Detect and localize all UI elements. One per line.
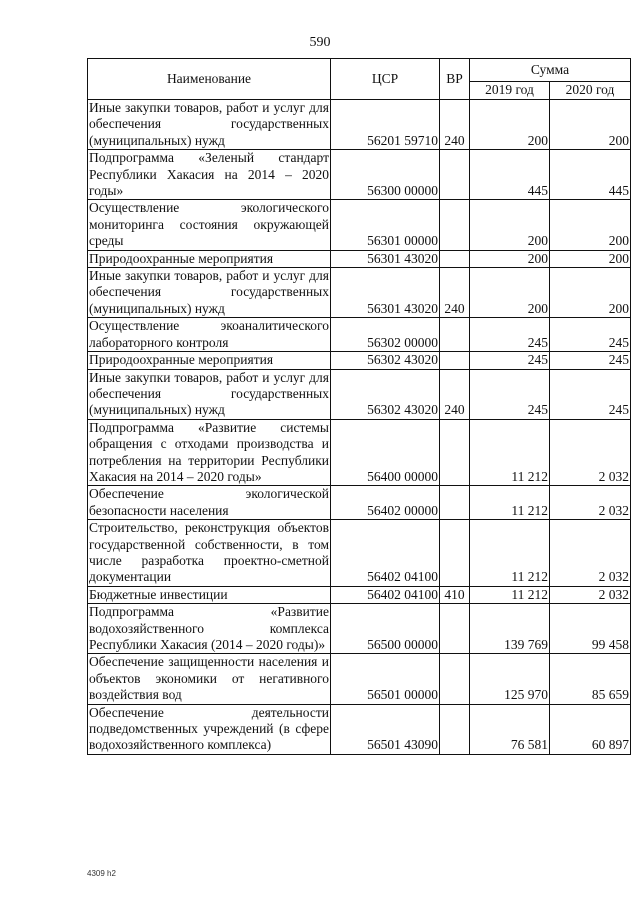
budget-table — [87, 58, 631, 755]
row-sum-2020: 445 — [550, 150, 631, 200]
row-sum-2020: 2 032 — [550, 486, 631, 520]
row-csr: 56500 00000 — [331, 604, 440, 654]
row-vr: 240 — [440, 100, 470, 150]
row-name: Подпрограмма «Развитие системы обращения с отходами производства и потребления на территории Республики Хакасия на 2014 – 2020 годы» — [89, 419, 329, 484]
row-sum-2019: 11 212 — [470, 586, 550, 603]
row-vr — [440, 419, 470, 486]
row-vr — [440, 654, 470, 704]
row-csr: 56301 00000 — [331, 200, 440, 250]
row-vr — [440, 250, 470, 267]
row-sum-2019: 125 970 — [470, 654, 550, 704]
row-csr: 56400 00000 — [331, 419, 440, 486]
row-sum-2020: 200 — [550, 100, 631, 150]
row-vr: 240 — [440, 268, 470, 318]
row-sum-2020: 2 032 — [550, 419, 631, 486]
row-sum-2020: 245 — [550, 318, 631, 352]
row-sum-2020: 85 659 — [550, 654, 631, 704]
row-sum-2020: 60 897 — [550, 704, 631, 754]
row-name: Подпрограмма «Зеленый стандарт Республики Хакасия на 2014 – 2020 годы» — [89, 150, 329, 199]
header-name: Наименование — [88, 59, 331, 100]
page-number: 590 — [309, 35, 331, 50]
table-row — [88, 250, 631, 267]
row-csr: 56301 43020 — [331, 268, 440, 318]
row-sum-2019: 245 — [470, 369, 550, 419]
row-sum-2020: 2 032 — [550, 586, 631, 603]
table-row — [88, 369, 631, 419]
row-vr — [440, 604, 470, 654]
table-row — [88, 704, 631, 754]
header-year-2019: 2019 год — [470, 82, 550, 100]
row-csr: 56302 43020 — [331, 369, 440, 419]
table-row — [88, 604, 631, 654]
row-sum-2019: 200 — [470, 200, 550, 250]
row-vr — [440, 486, 470, 520]
table-row — [88, 352, 631, 369]
row-vr — [440, 520, 470, 587]
row-vr — [440, 704, 470, 754]
row-vr: 410 — [440, 586, 470, 603]
row-sum-2019: 200 — [470, 100, 550, 150]
row-name: Иные закупки товаров, работ и услуг для обеспечения государственных (муниципальных) нужд — [89, 369, 329, 418]
row-csr: 56300 00000 — [331, 150, 440, 200]
row-name: Обеспечение экологической безопасности населения — [89, 486, 329, 518]
row-name: Строительство, реконструкция объектов государственной собственности, в том числе разработка проектно-сметной документации — [89, 520, 329, 585]
row-csr: 56302 43020 — [331, 352, 440, 369]
row-csr: 56402 04100 — [331, 586, 440, 603]
row-sum-2019: 200 — [470, 268, 550, 318]
row-vr — [440, 352, 470, 369]
row-name: Обеспечение деятельности подведомственных учреждений (в сфере водохозяйственного комплекса) — [89, 704, 329, 753]
header-year-2020: 2020 год — [550, 82, 631, 100]
table-row — [88, 100, 631, 150]
row-sum-2020: 99 458 — [550, 604, 631, 654]
row-csr: 56501 00000 — [331, 654, 440, 704]
row-sum-2019: 11 212 — [470, 419, 550, 486]
row-sum-2020: 2 032 — [550, 520, 631, 587]
row-vr — [440, 200, 470, 250]
row-name: Природоохранные мероприятия — [88, 352, 331, 369]
row-csr: 56201 59710 — [331, 100, 440, 150]
footer-code: 4309 h2 — [87, 869, 116, 878]
row-csr: 56302 00000 — [331, 318, 440, 352]
table-row — [88, 520, 631, 587]
row-name: Иные закупки товаров, работ и услуг для обеспечения государственных (муниципальных) нужд — [89, 268, 329, 316]
row-sum-2019: 245 — [470, 352, 550, 369]
table-row — [88, 150, 631, 200]
row-sum-2019: 200 — [470, 250, 550, 267]
row-sum-2019: 245 — [470, 318, 550, 352]
table-row — [88, 268, 631, 318]
row-csr: 56402 00000 — [331, 486, 440, 520]
row-sum-2019: 11 212 — [470, 486, 550, 520]
row-name: Осуществление экологического мониторинга состояния окружающей среды — [89, 200, 329, 249]
table-row — [88, 486, 631, 520]
row-vr — [440, 318, 470, 352]
header-vr: ВР — [440, 59, 470, 100]
table-row — [88, 318, 631, 352]
row-sum-2020: 200 — [550, 268, 631, 318]
row-sum-2019: 76 581 — [470, 704, 550, 754]
row-sum-2020: 200 — [550, 250, 631, 267]
row-name: Обеспечение защищенности населения и объектов экономики от негативного воздействия вод — [89, 654, 329, 703]
row-vr: 240 — [440, 369, 470, 419]
row-vr — [440, 150, 470, 200]
row-sum-2020: 200 — [550, 200, 631, 250]
row-sum-2019: 445 — [470, 150, 550, 200]
header-sum: Сумма — [470, 59, 631, 82]
header-csr: ЦСР — [331, 59, 440, 100]
row-name: Подпрограмма «Развитие водохозяйственного комплекса Республики Хакасия (2014 – 2020 годы)» — [89, 604, 329, 652]
row-name: Бюджетные инвестиции — [88, 586, 331, 603]
row-sum-2019: 139 769 — [470, 604, 550, 654]
table-row — [88, 419, 631, 486]
row-name: Осуществление экоаналитического лабораторного контроля — [89, 318, 329, 350]
table-row — [88, 200, 631, 250]
row-name: Природоохранные мероприятия — [88, 250, 331, 267]
table-header — [88, 59, 631, 100]
row-csr: 56301 43020 — [331, 250, 440, 267]
table-row — [88, 586, 631, 603]
row-sum-2019: 11 212 — [470, 520, 550, 587]
table-row — [88, 654, 631, 704]
table-body — [88, 100, 631, 755]
row-sum-2020: 245 — [550, 369, 631, 419]
row-name: Иные закупки товаров, работ и услуг для обеспечения государственных (муниципальных) нужд — [89, 100, 329, 148]
row-csr: 56402 04100 — [331, 520, 440, 587]
row-csr: 56501 43090 — [331, 704, 440, 754]
row-sum-2020: 245 — [550, 352, 631, 369]
